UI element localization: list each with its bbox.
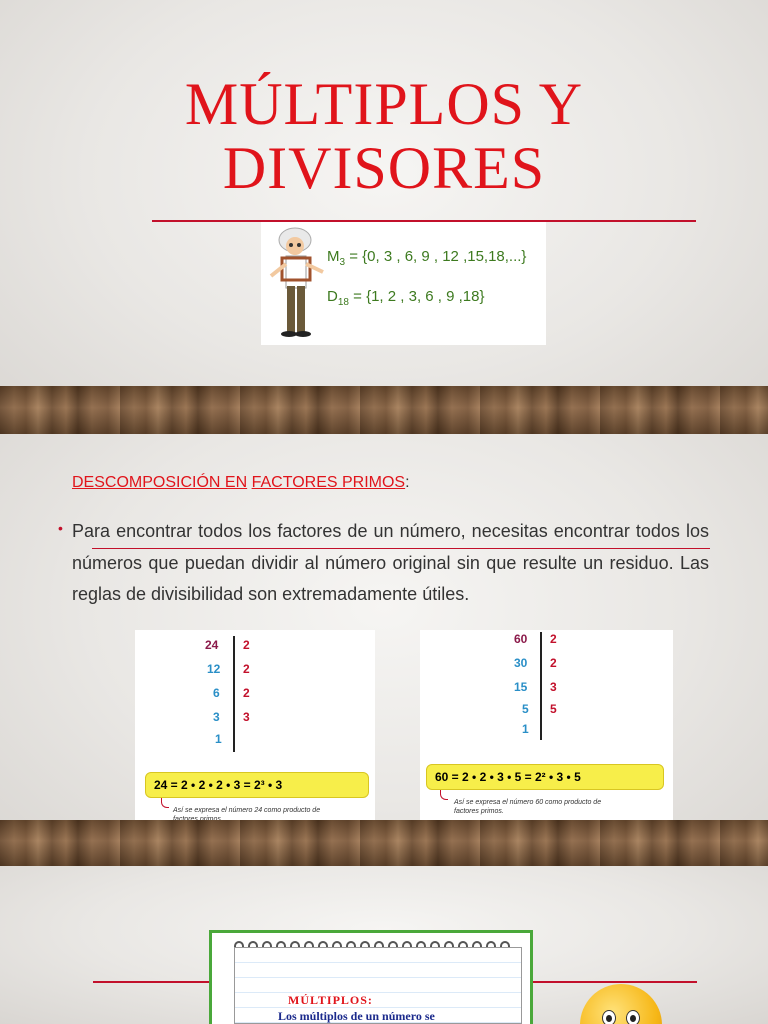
divisors-label: D <box>327 288 338 305</box>
right-num: 2 <box>550 632 557 646</box>
notebook-title: MÚLTIPLOS: <box>288 993 373 1007</box>
right-num: 3 <box>550 680 557 694</box>
paragraph-divider <box>92 548 710 549</box>
right-eye <box>626 1010 640 1024</box>
right-num: 2 <box>243 638 250 652</box>
left-num: 6 <box>213 686 220 700</box>
wood-floor <box>0 386 768 434</box>
divisors-values: = {1, 2 , 3, 6 , 9 ,18} <box>348 288 485 305</box>
title-line-1: MÚLTIPLOS Y <box>184 71 584 137</box>
notebook-figure <box>209 930 533 1024</box>
left-num: 60 <box>514 632 528 646</box>
factor-example-60 <box>420 630 673 836</box>
left-num: 30 <box>514 656 528 670</box>
product-note: Así se expresa el número 60 como producto de factores primos. <box>454 799 602 815</box>
left-num: 3 <box>213 710 220 724</box>
slide-factorization <box>0 434 768 866</box>
slide-title <box>0 0 768 434</box>
page-title <box>0 72 768 200</box>
right-num: 2 <box>550 656 557 670</box>
left-num: 12 <box>207 662 221 676</box>
left-num: 1 <box>215 732 222 746</box>
prime-product: 60 = 2 • 2 • 3 • 5 = 2² • 3 • 5 <box>426 764 664 790</box>
heading-colon: : <box>405 474 410 491</box>
body-paragraph: Para encontrar todos los factores de un número, necesitas encontrar todos los números que puedan dividir al número original sin que resulte un residuo. Las reglas de divisibilidad son extremadamente útiles. <box>72 521 709 604</box>
section-heading <box>72 474 410 492</box>
multiples-subscript: 3 <box>339 257 346 268</box>
sets-figure <box>261 222 546 345</box>
left-num: 15 <box>514 680 528 694</box>
multiples-set <box>327 248 526 268</box>
divisors-subscript: 18 <box>337 297 349 308</box>
left-num: 5 <box>522 702 529 716</box>
left-eye <box>602 1010 616 1024</box>
right-num: 2 <box>243 686 250 700</box>
bullet-icon: • <box>58 520 63 536</box>
wood-floor <box>0 820 768 866</box>
prime-product: 24 = 2 • 2 • 2 • 3 = 2³ • 3 <box>145 772 369 798</box>
factor-example-24 <box>135 630 375 836</box>
left-num: 1 <box>522 722 529 736</box>
multiples-values: = {0, 3 , 6, 9 , 12 ,15,18,...} <box>345 248 527 265</box>
notebook-text: Los múltiplos de un número se <box>278 1009 435 1023</box>
division-line <box>233 636 235 752</box>
right-num: 5 <box>550 702 557 716</box>
worried-face-icon <box>580 984 662 1024</box>
heading-part-2: FACTORES PRIMOS <box>251 474 406 491</box>
right-num: 2 <box>243 662 250 676</box>
heading-part-1: DESCOMPOSICIÓN EN <box>72 474 248 491</box>
product-note: Así se expresa el número 24 como producto de <box>173 807 321 814</box>
note-arrow <box>440 790 448 800</box>
left-num: 24 <box>205 638 219 652</box>
right-num: 3 <box>243 710 250 724</box>
professor-icon <box>265 224 329 344</box>
division-line <box>540 632 542 740</box>
multiples-label: M <box>327 248 340 265</box>
title-line-2: DIVISORES <box>222 135 546 201</box>
divisors-set <box>327 288 485 308</box>
note-arrow <box>161 798 169 808</box>
slide-multiples <box>0 866 768 1024</box>
